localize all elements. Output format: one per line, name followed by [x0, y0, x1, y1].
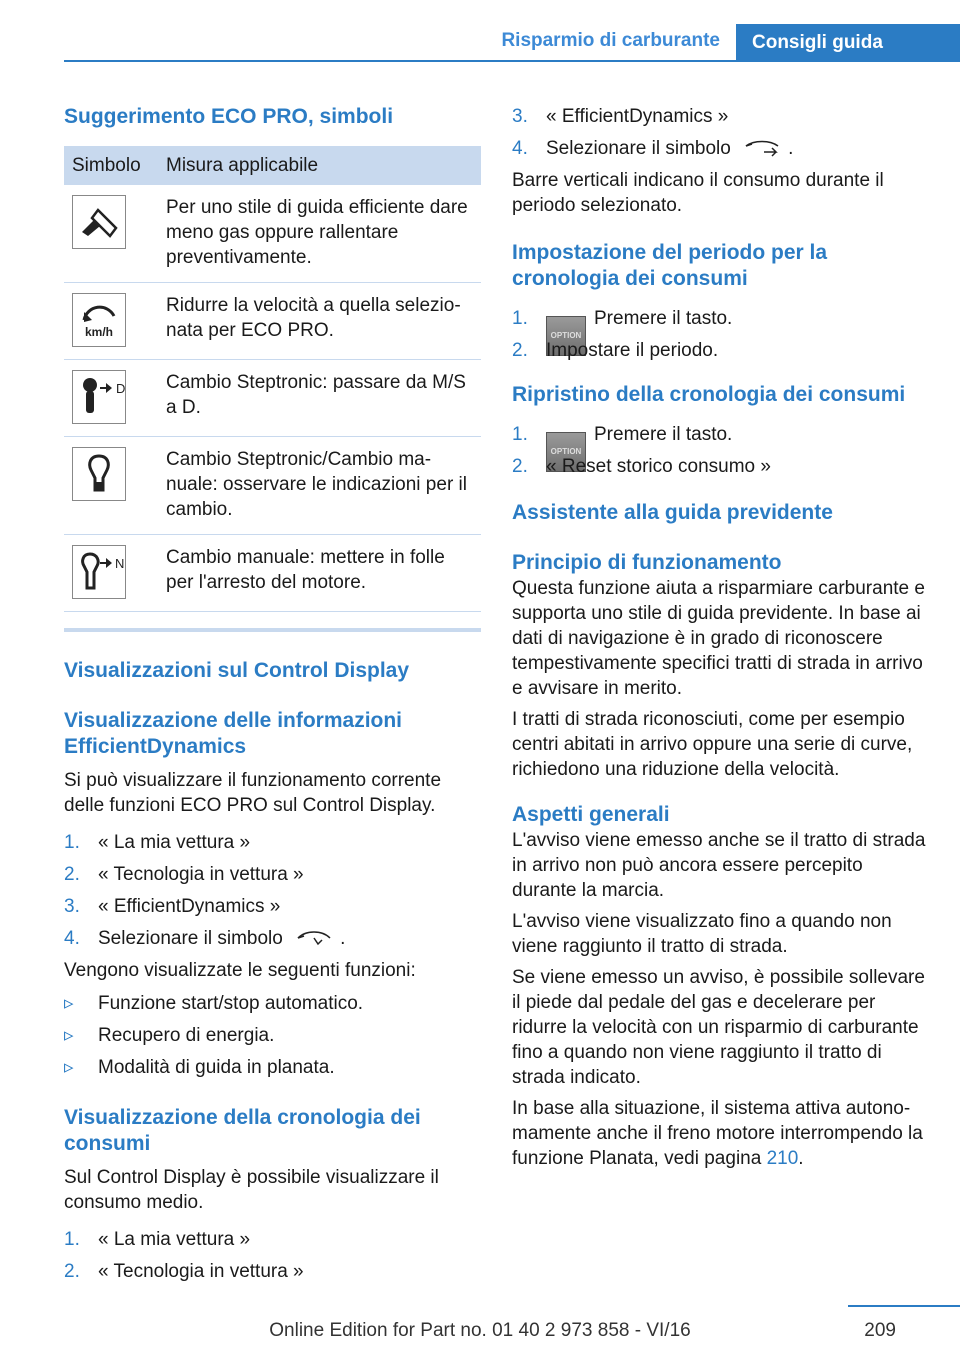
period-steps: [512, 306, 928, 370]
info-heading: Visualizzazione delle informazioni EfficientDynamics: [64, 709, 403, 758]
general-aspects-heading: Aspetti generali: [512, 803, 670, 826]
edition-footer: Online Edition for Part no. 01 40 2 973 858 - VI/16: [269, 1320, 691, 1341]
functions-intro: Vengono visualizzate le seguenti funzioni:: [64, 960, 416, 981]
table-row: [64, 535, 481, 612]
bullet-triangle-icon: ▹: [64, 1025, 74, 1046]
consumption-history-symbol-icon: [742, 138, 782, 165]
steps-list-display: [64, 830, 481, 958]
list-item: 2. « Reset storico consumo »: [512, 456, 771, 477]
aspects-paragraph-3: Se viene emesso un avviso, è possibile sollevare il piede dal pedale del gas e decelerare per ridurre la velocità con un risparmio di carburante fino a quando non viene raggiunto il tratto di strada indicato.: [512, 967, 925, 1088]
steps-list-history: [64, 1227, 481, 1291]
table-row: [64, 360, 481, 437]
bullet-triangle-icon: ▹: [64, 993, 74, 1014]
list-item: ▹ Funzione start/stop automatico.: [64, 993, 364, 1014]
history-heading: Visualizzazione della cronologia dei consumi: [64, 1106, 421, 1155]
list-item: 4. Selezionare il simbolo .: [64, 926, 481, 958]
list-item: 2. « Tecnologia in vettura »: [64, 1261, 304, 1282]
option-button-icon: OPTION: [546, 316, 586, 356]
table-header-measure: Misura applicabile: [158, 146, 481, 185]
list-item: 2. Impostare il periodo.: [512, 340, 719, 361]
gear-lever-icon: [72, 447, 126, 501]
history-paragraph: Sul Control Display è possibile visualizzare il consumo medio.: [64, 1167, 439, 1213]
steps-list-continued: [512, 104, 928, 168]
table-row: [64, 185, 481, 283]
list-item: 1. OPTIONPremere il tasto.: [512, 422, 928, 454]
efficientdynamics-symbol-icon: [294, 928, 334, 955]
table-header-symbol: Simbolo: [64, 146, 158, 185]
list-item: 2. « Tecnologia in vettura »: [64, 864, 304, 885]
svg-text:N: N: [115, 556, 125, 571]
right-column: [512, 96, 928, 1171]
reset-heading: Ripristino della cronologia dei consumi: [512, 383, 906, 406]
footer-rule: [848, 1305, 960, 1307]
left-column: [64, 96, 481, 1291]
table-row-text: Cambio manuale: mettere in folle per l'arresto del motore.: [158, 535, 481, 612]
page-link-210[interactable]: 210: [766, 1148, 799, 1169]
option-button-icon: OPTION: [546, 432, 586, 472]
gear-lever-d-icon: [72, 370, 126, 424]
period-heading: Impostazione del periodo per la cronologia dei consumi: [512, 241, 828, 290]
principle-heading: Principio di funzionamento: [512, 551, 782, 574]
table-row: [64, 437, 481, 535]
svg-text:D: D: [116, 381, 126, 396]
table-row-text: Cambio Steptronic: passare da M/S a D.: [158, 360, 481, 437]
reset-steps: [512, 422, 928, 486]
table-row-text: Per uno stile di guida efficiente dare meno gas oppure rallentare preventivamente.: [158, 185, 481, 283]
header-rule: [64, 60, 960, 62]
svg-text:km/h: km/h: [84, 325, 114, 339]
list-item: 1. OPTIONPremere il tasto.: [512, 306, 928, 338]
list-item: 1. « La mia vettura »: [64, 832, 251, 853]
aspects-paragraph-2: L'avviso viene visualizzato fino a quando non viene raggiunto il tratto di strada.: [512, 911, 892, 957]
list-item: 1. « La mia vettura »: [64, 1229, 251, 1250]
bars-paragraph: Barre verticali indicano il consumo durante il periodo selezionato.: [512, 170, 884, 216]
gear-lever-n-icon: [72, 545, 126, 599]
aspects-paragraph-4: In base alla situazione, il sistema attiva autonomamente anche il freno motore interrompendo la funzione Planata, vedi pagina 210.: [512, 1098, 923, 1169]
foot-pedal-icon: [72, 195, 126, 249]
speedometer-kmh-icon: [72, 293, 126, 347]
header-section-title: Risparmio di carburante: [501, 30, 720, 51]
bullet-triangle-icon: ▹: [64, 1057, 74, 1078]
table-row-text: Ridurre la velocità a quella selezionata per ECO PRO.: [158, 283, 481, 360]
table-row: [64, 283, 481, 360]
assistant-heading: Assistente alla guida previdente: [512, 501, 833, 524]
list-item: ▹ Modalità di guida in planata.: [64, 1057, 335, 1078]
eco-pro-symbols-heading: Suggerimento ECO PRO, simboli: [64, 105, 394, 128]
list-item: 3. « EfficientDynamics »: [512, 106, 729, 127]
info-paragraph: Si può visualizzare il funzionamento corrente delle funzioni ECO PRO sul Control Display.: [64, 770, 442, 816]
list-item: ▹ Recupero di energia.: [64, 1025, 275, 1046]
functions-list: [64, 991, 481, 1087]
principle-paragraph-1: Questa funzione aiuta a risparmiare carburante e supporta uno stile di guida previdente. In base ai dati di navigazione è in grado di riconoscere tempestivamente specifici tratti di strada in arrivo e avvisare in merito.: [512, 578, 925, 699]
page-number: 209: [864, 1320, 896, 1341]
eco-pro-symbols-table: [64, 146, 481, 612]
table-row-text: Cambio Steptronic/Cambio manuale: osservare le indicazioni per il cambio.: [158, 437, 481, 535]
header-chapter-tab: Consigli guida: [736, 24, 960, 62]
control-display-heading: Visualizzazioni sul Control Display: [64, 659, 410, 682]
list-item: 4. Selezionare il simbolo .: [512, 136, 928, 168]
table-end-rule: [64, 628, 481, 632]
aspects-paragraph-1: L'avviso viene emesso anche se il tratto di strada in arrivo non può ancora essere percepito durante la marcia.: [512, 830, 926, 901]
list-item: 3. « EfficientDynamics »: [64, 896, 281, 917]
principle-paragraph-2: I tratti di strada riconosciuti, come per esempio centri abitati in arrivo oppure una serie di curve, richiedono una riduzione della velocità.: [512, 709, 913, 780]
